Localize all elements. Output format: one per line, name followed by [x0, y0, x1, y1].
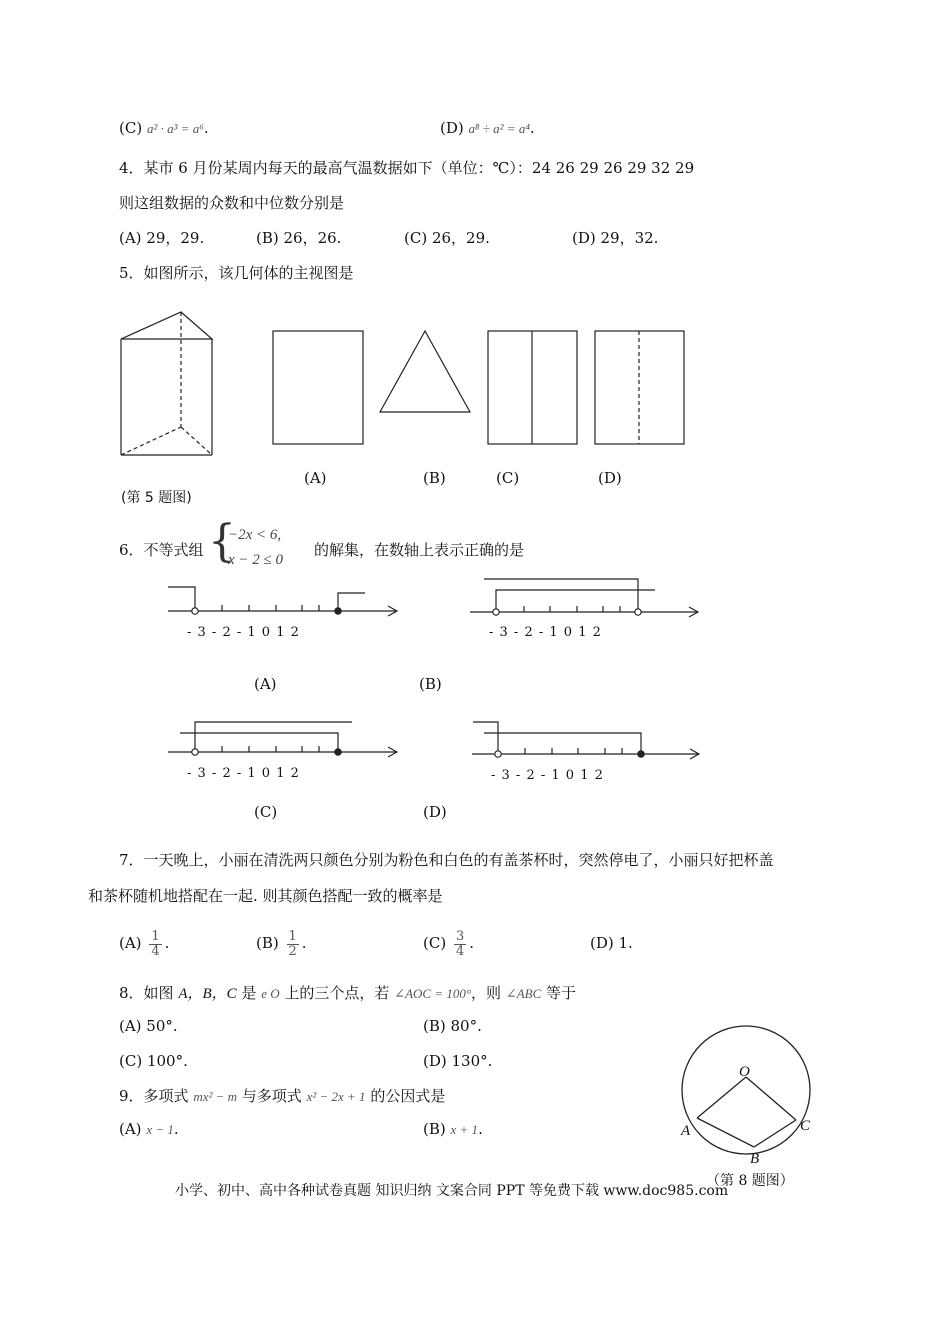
q5-option-c-figure: [488, 331, 577, 444]
q6-label-d: (D): [423, 803, 447, 821]
q4-option-a: (A) 29，29.: [119, 229, 205, 247]
q8-option-d: (D) 130°.: [423, 1052, 493, 1070]
q5-option-d-figure: [595, 331, 684, 444]
q8-stem: 8．如图 A，B，C 是 e O 上的三个点，若 ∠AOC = 100°，则 ∠ABC 等于: [119, 984, 577, 1002]
q8-label-o: O: [739, 1064, 750, 1080]
q7-stem-line2: 和茶杯随机地搭配在一起. 则其颜色搭配一致的概率是: [88, 887, 443, 905]
q9-option-a: (A) x − 1.: [119, 1120, 179, 1138]
q6-inequality-2: x − 2 ≤ 0: [228, 552, 284, 568]
q8-label-b: B: [750, 1151, 760, 1167]
q7-option-c: (C) $\frac{3}{4}$ .: [423, 928, 475, 959]
q6-label-c: (C): [254, 803, 278, 821]
q5-prism-figure: [121, 312, 212, 455]
q9-option-b-expr: x + 1: [450, 1122, 479, 1137]
q7-option-c-fraction: $\frac{3}{4}$: [455, 928, 465, 959]
q6-label-b: (B): [419, 675, 442, 693]
q6-option-a-number-line: [168, 587, 397, 616]
q6-option-d-number-line: [472, 722, 699, 759]
q5-caption: (第 5 题图): [121, 490, 192, 506]
q8-target-angle: ∠ABC: [505, 986, 542, 1001]
q6-a-ticks: - 3 - 2 - 1 0 1 2: [187, 625, 300, 640]
q4-option-c: (C) 26，29.: [404, 229, 490, 247]
q8-label-a: A: [681, 1123, 691, 1139]
q7-option-b: (B) $\frac{1}{2}$ .: [256, 928, 307, 959]
q9-polynomial-2: x² − 2x + 1: [306, 1089, 366, 1104]
q5-option-b-triangle: [380, 331, 470, 412]
q4-option-d: (D) 29，32.: [572, 229, 659, 247]
q6-suffix: 的解集，在数轴上表示正确的是: [314, 541, 525, 559]
q6-d-ticks: - 3 - 2 - 1 0 1 2: [491, 768, 604, 783]
q5-label-b: (B): [423, 469, 446, 487]
q9-polynomial-1: mx² − m: [193, 1089, 238, 1104]
q7-stem-line1: 7．一天晚上，小丽在清洗两只颜色分别为粉色和白色的有盖茶杯时，突然停电了，小丽只好把杯盖: [119, 851, 774, 869]
q5-stem: 5．如图所示，该几何体的主视图是: [119, 264, 354, 282]
q8-caption: （第 8 题图）: [706, 1173, 794, 1189]
q6-b-ticks: - 3 - 2 - 1 0 1 2: [489, 625, 602, 640]
q6-inequality-1: −2x < 6,: [228, 527, 282, 543]
q5-label-a: (A): [304, 469, 327, 487]
q8-label-c: C: [800, 1118, 811, 1134]
q8-circle-figure: [682, 1026, 810, 1154]
q3-option-d-expr: a⁸ ÷ a² = a⁴: [468, 121, 530, 136]
q6-brace-icon: {: [208, 516, 236, 567]
q5-label-d: (D): [598, 469, 622, 487]
q8-option-a: (A) 50°.: [119, 1017, 178, 1035]
q9-option-b: (B) x + 1.: [423, 1120, 483, 1138]
q6-option-c-number-line: [168, 722, 397, 757]
q3-option-c-expr: a² · a³ = a⁶: [146, 121, 204, 136]
q6-option-b-number-line: [470, 579, 698, 617]
q8-condition: ∠AOC = 100°: [394, 986, 472, 1001]
footer-text: 小学、初中、高中各种试卷真题 知识归纳 文案合同 PPT 等免费下载 www.doc985.com: [175, 1183, 729, 1199]
q5-label-c: (C): [496, 469, 520, 487]
q7-option-a-fraction: $\frac{1}{4}$: [151, 928, 160, 959]
q6-prefix: 6．不等式组: [119, 541, 204, 559]
q8-option-b: (B) 80°.: [423, 1017, 482, 1035]
q4-stem-line1: 4．某市 6 月份某周内每天的最高气温数据如下（单位：℃）：24 26 29 26 29 32 29: [119, 159, 695, 177]
q4-stem-line2: 则这组数据的众数和中位数分别是: [119, 194, 345, 212]
q3-option-d: (D) a⁸ ÷ a² = a⁴.: [440, 119, 535, 137]
q9-option-a-expr: x − 1: [146, 1122, 174, 1137]
q7-option-a: (A) $\frac{1}{4}$ .: [119, 928, 170, 959]
q3-option-c: (C) a² · a³ = a⁶.: [119, 119, 209, 137]
q5-option-a-rectangle: [273, 331, 363, 444]
q6-label-a: (A): [254, 675, 277, 693]
q4-option-b: (B) 26，26.: [256, 229, 342, 247]
q8-circle-o: e O: [261, 986, 280, 1001]
q8-option-c: (C) 100°.: [119, 1052, 188, 1070]
q6-c-ticks: - 3 - 2 - 1 0 1 2: [187, 766, 300, 781]
q9-stem: 9．多项式 mx² − m 与多项式 x² − 2x + 1 的公因式是: [119, 1087, 446, 1105]
q8-points: A，B，C: [178, 986, 237, 1002]
q7-option-d: (D) 1.: [590, 934, 633, 952]
q7-option-b-fraction: $\frac{1}{2}$: [288, 928, 297, 959]
